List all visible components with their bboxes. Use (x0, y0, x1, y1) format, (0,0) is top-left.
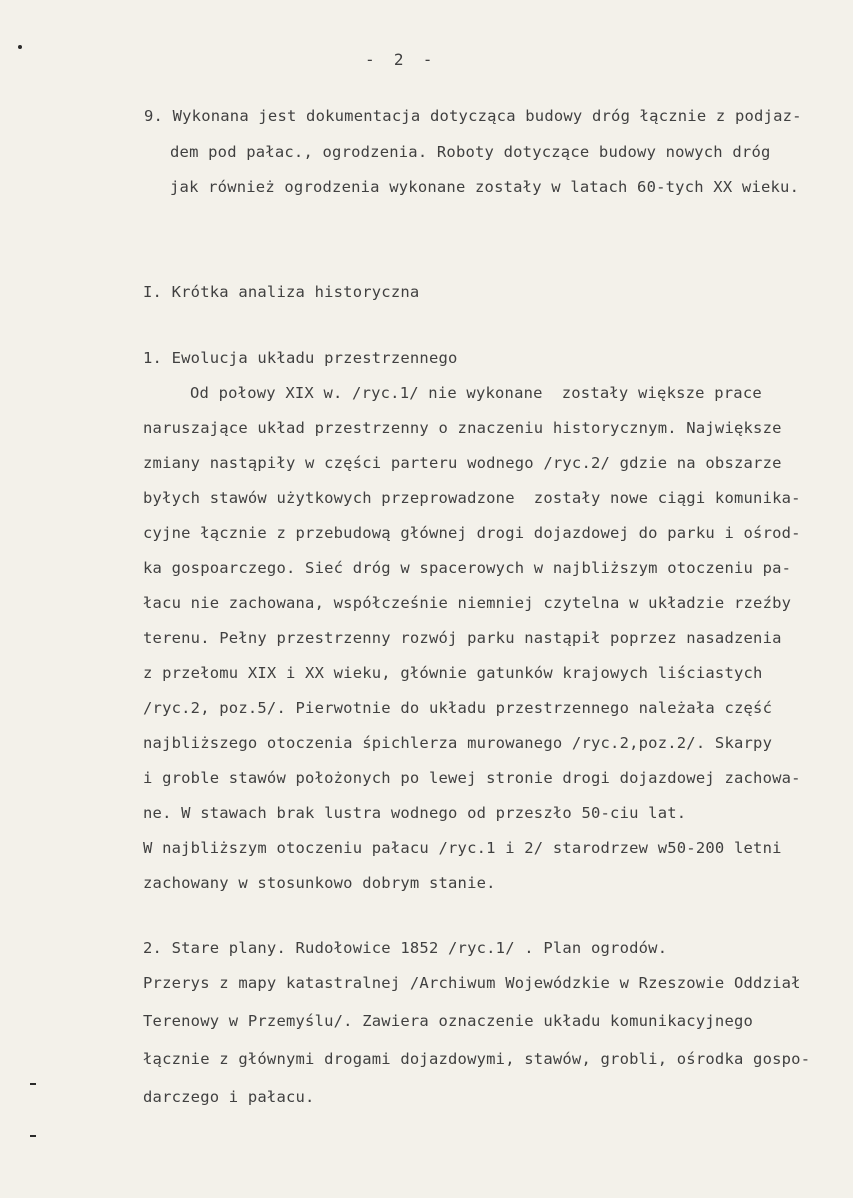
page-number: - 2 - (365, 50, 433, 69)
text-line: z przełomu XIX i XX wieku, głównie gatunków krajowych liściastych (143, 664, 763, 682)
text-line: i groble stawów położonych po lewej stronie drogi dojazdowej zachowa- (143, 769, 801, 787)
text-line: zmiany nastąpiły w części parteru wodnego /ryc.2/ gdzie na obszarze (143, 454, 782, 472)
text-line: 9. Wykonana jest dokumentacja dotycząca budowy dróg łącznie z podjaz- (144, 107, 802, 125)
text-line: naruszające układ przestrzenny o znaczeniu historycznym. Największe (143, 419, 782, 437)
text-line: ne. W stawach brak lustra wodnego od przeszło 50-ciu lat. (143, 804, 687, 822)
margin-mark (30, 1135, 36, 1137)
text-line: łącznie z głównymi drogami dojazdowymi, stawów, grobli, ośrodka gospo- (143, 1050, 811, 1068)
text-line: zachowany w stosunkowo dobrym stanie. (143, 874, 496, 892)
text-line: darczego i pałacu. (143, 1088, 315, 1106)
text-line: Terenowy w Przemyślu/. Zawiera oznaczenie układu komunikacyjnego (143, 1012, 754, 1030)
subsection-heading: 2. Stare plany. Rudołowice 1852 /ryc.1/ . Plan ogrodów. (143, 939, 668, 957)
text-line: /ryc.2, poz.5/. Pierwotnie do układu przestrzennego należała część (143, 699, 773, 717)
text-line: dem pod pałac., ogrodzenia. Roboty dotyczące budowy nowych dróg (170, 143, 771, 161)
text-line: byłych stawów użytkowych przeprowadzone zostały nowe ciągi komunika- (143, 489, 801, 507)
text-line: terenu. Pełny przestrzenny rozwój parku nastąpił poprzez nasadzenia (143, 629, 782, 647)
margin-mark (30, 1083, 36, 1085)
text-line: Od połowy XIX w. /ryc.1/ nie wykonane zostały większe prace (190, 384, 762, 402)
text-line: łacu nie zachowana, współcześnie niemniej czytelna w układzie rzeźby (143, 594, 792, 612)
text-line: jak również ogrodzenia wykonane zostały w latach 60-tych XX wieku. (170, 178, 800, 196)
text-line: najbliższego otoczenia śpichlerza murowanego /ryc.2,poz.2/. Skarpy (143, 734, 773, 752)
text-line: cyjne łącznie z przebudową głównej drogi dojazdowej do parku i ośrod- (143, 524, 801, 542)
text-line: W najbliższym otoczeniu pałacu /ryc.1 i 2/ starodrzew w50-200 letni (143, 839, 782, 857)
subsection-heading: 1. Ewolucja układu przestrzennego (143, 349, 458, 367)
punch-hole-mark (18, 45, 22, 49)
text-line: Przerys z mapy katastralnej /Archiwum Wojewódzkie w Rzeszowie Oddział (143, 974, 801, 992)
section-heading: I. Krótka analiza historyczna (143, 283, 420, 301)
text-line: ka gospoarczego. Sieć dróg w spacerowych w najbliższym otoczeniu pa- (143, 559, 792, 577)
